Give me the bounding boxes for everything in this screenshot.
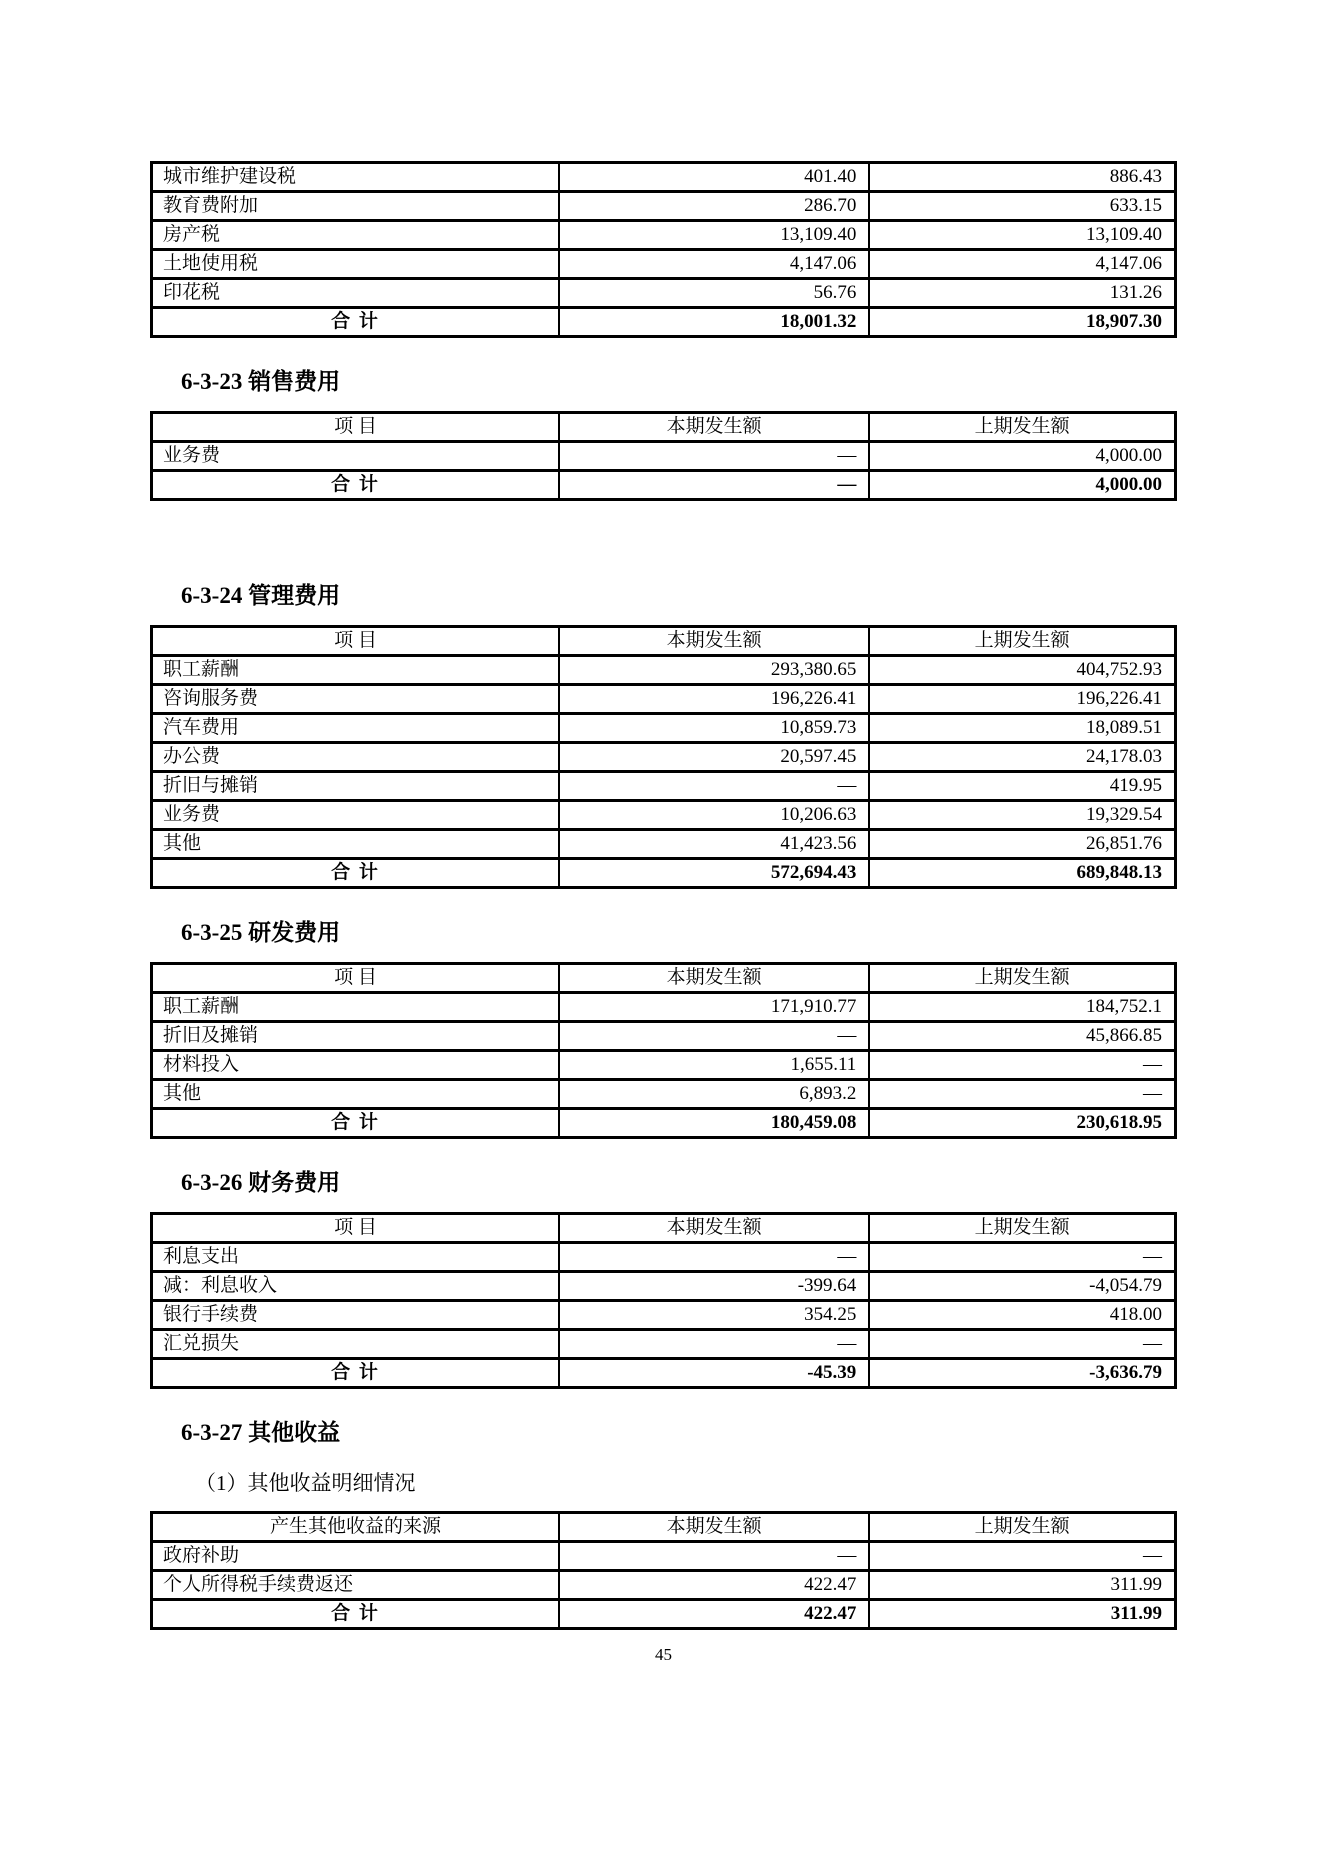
table-row xyxy=(152,714,1176,743)
current-period-value: 286.70 xyxy=(559,192,869,221)
heading-1: 6-3-23 销售费用 xyxy=(181,369,341,394)
prior-period-value: 45,866.85 xyxy=(869,1022,1175,1051)
table-6 xyxy=(150,962,1177,1139)
current-period-value: 4,147.06 xyxy=(559,250,869,279)
table-4 xyxy=(150,625,1177,889)
table-header-row xyxy=(152,1214,1176,1243)
prior-period-value: — xyxy=(869,1542,1175,1571)
current-period-value: — xyxy=(559,1330,869,1359)
prior-period-value: 419.95 xyxy=(869,772,1175,801)
current-period-value: 354.25 xyxy=(559,1301,869,1330)
item-label: 其他 xyxy=(152,1080,560,1109)
table-row xyxy=(152,250,1176,279)
item-label: 折旧及摊销 xyxy=(152,1022,560,1051)
subheading-10: （1）其他收益明细情况 xyxy=(195,1471,416,1495)
total-label: 合 计 xyxy=(152,859,560,888)
total-prior-period-value: 230,618.95 xyxy=(869,1109,1175,1138)
current-period-column-header: 本期发生额 xyxy=(559,413,869,442)
item-column-header: 产生其他收益的来源 xyxy=(152,1513,560,1542)
item-column-header: 项 目 xyxy=(152,627,560,656)
table-row xyxy=(152,442,1176,471)
prior-period-value: — xyxy=(869,1243,1175,1272)
current-period-value: 196,226.41 xyxy=(559,685,869,714)
prior-period-value: 26,851.76 xyxy=(869,830,1175,859)
current-period-value: 20,597.45 xyxy=(559,743,869,772)
total-prior-period-value: -3,636.79 xyxy=(869,1359,1175,1388)
prior-period-column-header: 上期发生额 xyxy=(869,627,1175,656)
current-period-value: — xyxy=(559,772,869,801)
item-label: 利息支出 xyxy=(152,1243,560,1272)
total-current-period-value: — xyxy=(559,471,869,500)
heading-3: 6-3-24 管理费用 xyxy=(181,583,341,608)
item-label: 其他 xyxy=(152,830,560,859)
current-period-value: — xyxy=(559,1243,869,1272)
prior-period-value: 131.26 xyxy=(869,279,1175,308)
table-total-row xyxy=(152,1109,1176,1138)
table-row xyxy=(152,743,1176,772)
item-label: 汇兑损失 xyxy=(152,1330,560,1359)
table-total-row xyxy=(152,1359,1176,1388)
table-row xyxy=(152,1330,1176,1359)
prior-period-value: 13,109.40 xyxy=(869,221,1175,250)
document-content xyxy=(150,0,1177,1665)
item-label: 办公费 xyxy=(152,743,560,772)
prior-period-value: 404,752.93 xyxy=(869,656,1175,685)
prior-period-value: 18,089.51 xyxy=(869,714,1175,743)
page-number: 45 xyxy=(655,1645,672,1664)
table-row xyxy=(152,1542,1176,1571)
item-label: 印花税 xyxy=(152,279,560,308)
table-row xyxy=(152,1022,1176,1051)
total-label: 合 计 xyxy=(152,1109,560,1138)
current-period-column-header: 本期发生额 xyxy=(559,964,869,993)
table-row xyxy=(152,279,1176,308)
item-label: 材料投入 xyxy=(152,1051,560,1080)
current-period-column-header: 本期发生额 xyxy=(559,1214,869,1243)
prior-period-value: 4,147.06 xyxy=(869,250,1175,279)
heading-9: 6-3-27 其他收益 xyxy=(181,1420,341,1445)
table-row xyxy=(152,993,1176,1022)
prior-period-value: 418.00 xyxy=(869,1301,1175,1330)
total-label: 合 计 xyxy=(152,471,560,500)
prior-period-value: 4,000.00 xyxy=(869,442,1175,471)
heading-5: 6-3-25 研发费用 xyxy=(181,920,341,945)
prior-period-value: -4,054.79 xyxy=(869,1272,1175,1301)
prior-period-value: — xyxy=(869,1330,1175,1359)
item-label: 城市维护建设税 xyxy=(152,163,560,192)
table-total-row xyxy=(152,859,1176,888)
item-label: 减：利息收入 xyxy=(152,1272,560,1301)
table-header-row xyxy=(152,627,1176,656)
table-row xyxy=(152,1080,1176,1109)
prior-period-value: 184,752.1 xyxy=(869,993,1175,1022)
prior-period-column-header: 上期发生额 xyxy=(869,413,1175,442)
table-row xyxy=(152,1243,1176,1272)
table-total-row xyxy=(152,471,1176,500)
table-total-row xyxy=(152,1600,1176,1629)
current-period-value: — xyxy=(559,1542,869,1571)
table-row xyxy=(152,685,1176,714)
prior-period-column-header: 上期发生额 xyxy=(869,1513,1175,1542)
current-period-column-header: 本期发生额 xyxy=(559,1513,869,1542)
table-row xyxy=(152,772,1176,801)
current-period-value: — xyxy=(559,442,869,471)
current-period-value: 41,423.56 xyxy=(559,830,869,859)
table-0 xyxy=(150,161,1177,338)
total-prior-period-value: 4,000.00 xyxy=(869,471,1175,500)
prior-period-column-header: 上期发生额 xyxy=(869,964,1175,993)
table-row xyxy=(152,1301,1176,1330)
table-header-row xyxy=(152,413,1176,442)
current-period-value: 56.76 xyxy=(559,279,869,308)
prior-period-value: 24,178.03 xyxy=(869,743,1175,772)
prior-period-value: — xyxy=(869,1080,1175,1109)
current-period-value: -399.64 xyxy=(559,1272,869,1301)
current-period-value: 401.40 xyxy=(559,163,869,192)
table-header-row xyxy=(152,1513,1176,1542)
total-label: 合 计 xyxy=(152,1359,560,1388)
total-label: 合 计 xyxy=(152,1600,560,1629)
table-total-row xyxy=(152,308,1176,337)
prior-period-value: — xyxy=(869,1051,1175,1080)
item-label: 业务费 xyxy=(152,442,560,471)
prior-period-value: 19,329.54 xyxy=(869,801,1175,830)
prior-period-column-header: 上期发生额 xyxy=(869,1214,1175,1243)
total-label: 合 计 xyxy=(152,308,560,337)
table-row xyxy=(152,1571,1176,1600)
item-label: 个人所得税手续费返还 xyxy=(152,1571,560,1600)
item-label: 政府补助 xyxy=(152,1542,560,1571)
table-2 xyxy=(150,411,1177,501)
current-period-value: 10,206.63 xyxy=(559,801,869,830)
item-column-header: 项 目 xyxy=(152,964,560,993)
current-period-value: 171,910.77 xyxy=(559,993,869,1022)
prior-period-value: 886.43 xyxy=(869,163,1175,192)
total-current-period-value: 18,001.32 xyxy=(559,308,869,337)
total-current-period-value: 572,694.43 xyxy=(559,859,869,888)
heading-7: 6-3-26 财务费用 xyxy=(181,1170,341,1195)
current-period-value: 1,655.11 xyxy=(559,1051,869,1080)
current-period-value: 6,893.2 xyxy=(559,1080,869,1109)
total-prior-period-value: 311.99 xyxy=(869,1600,1175,1629)
current-period-value: 422.47 xyxy=(559,1571,869,1600)
prior-period-value: 196,226.41 xyxy=(869,685,1175,714)
current-period-value: 293,380.65 xyxy=(559,656,869,685)
prior-period-value: 311.99 xyxy=(869,1571,1175,1600)
current-period-value: 13,109.40 xyxy=(559,221,869,250)
total-prior-period-value: 689,848.13 xyxy=(869,859,1175,888)
current-period-column-header: 本期发生额 xyxy=(559,627,869,656)
total-current-period-value: 180,459.08 xyxy=(559,1109,869,1138)
table-row xyxy=(152,192,1176,221)
table-header-row xyxy=(152,964,1176,993)
table-row xyxy=(152,656,1176,685)
total-current-period-value: 422.47 xyxy=(559,1600,869,1629)
table-8 xyxy=(150,1212,1177,1389)
item-label: 职工薪酬 xyxy=(152,993,560,1022)
total-prior-period-value: 18,907.30 xyxy=(869,308,1175,337)
table-row xyxy=(152,221,1176,250)
table-row xyxy=(152,163,1176,192)
item-label: 咨询服务费 xyxy=(152,685,560,714)
document-blocks xyxy=(150,161,1177,1630)
total-current-period-value: -45.39 xyxy=(559,1359,869,1388)
prior-period-value: 633.15 xyxy=(869,192,1175,221)
table-row xyxy=(152,1272,1176,1301)
item-column-header: 项 目 xyxy=(152,413,560,442)
table-row xyxy=(152,830,1176,859)
table-row xyxy=(152,1051,1176,1080)
current-period-value: 10,859.73 xyxy=(559,714,869,743)
item-label: 职工薪酬 xyxy=(152,656,560,685)
item-label: 银行手续费 xyxy=(152,1301,560,1330)
item-label: 业务费 xyxy=(152,801,560,830)
item-column-header: 项 目 xyxy=(152,1214,560,1243)
item-label: 房产税 xyxy=(152,221,560,250)
item-label: 汽车费用 xyxy=(152,714,560,743)
current-period-value: — xyxy=(559,1022,869,1051)
table-row xyxy=(152,801,1176,830)
item-label: 土地使用税 xyxy=(152,250,560,279)
item-label: 折旧与摊销 xyxy=(152,772,560,801)
item-label: 教育费附加 xyxy=(152,192,560,221)
table-11 xyxy=(150,1511,1177,1630)
